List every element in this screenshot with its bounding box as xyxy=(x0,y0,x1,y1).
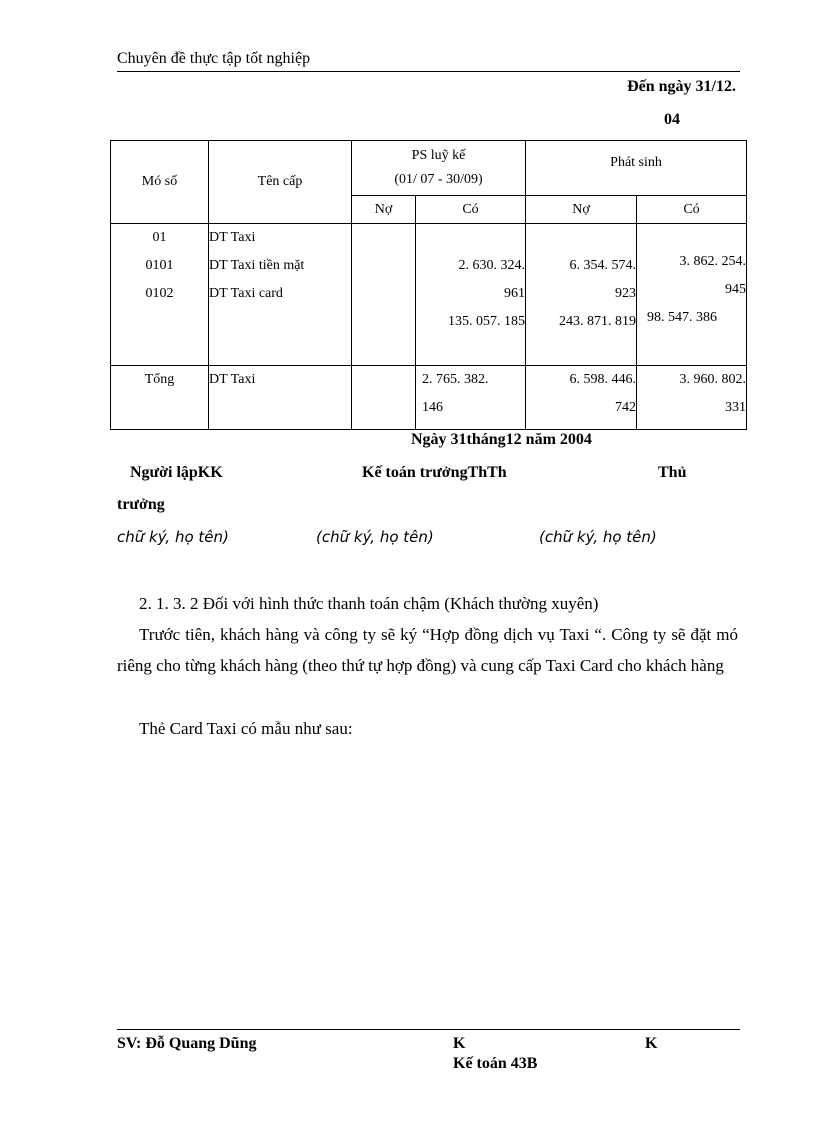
col-header-ma-so: Mó số xyxy=(111,141,209,224)
ps-co-cell xyxy=(637,224,747,366)
value-line: 243. 871. 819 xyxy=(559,314,637,329)
subheader-co-1: Có xyxy=(416,196,526,224)
col-header-ps-luy-ke xyxy=(352,141,526,196)
value-line: 146 xyxy=(422,400,443,415)
value-line: 6. 598. 446. xyxy=(569,372,637,387)
value-line: 742 xyxy=(615,400,637,415)
value-line: 945 xyxy=(725,282,747,297)
value-line: 3. 960. 802. xyxy=(679,372,747,387)
col-header-ten-cap: Tên cấp xyxy=(209,141,352,224)
section-heading: 2. 1. 3. 2 Đối với hình thức thanh toán chậm (Khách thường xuyên) xyxy=(139,594,599,613)
header-rule xyxy=(117,71,740,72)
row-name: DT Taxi card xyxy=(209,286,283,301)
value-line: 331 xyxy=(725,400,747,415)
value-line: 3. 862. 254. xyxy=(679,254,747,269)
total-label: Tổng xyxy=(144,372,175,387)
luyke-co-cell xyxy=(416,224,526,366)
value-line: 2. 765. 382. xyxy=(422,372,489,387)
ps-no-cell xyxy=(526,224,637,366)
value-line: 98. 547. 386 xyxy=(647,310,718,325)
subheader-no-2: Nợ xyxy=(526,196,637,224)
value-line: 135. 057. 185 xyxy=(448,314,526,329)
revenue-table xyxy=(110,140,747,430)
value-line: 2. 630. 324. xyxy=(458,258,526,273)
footer-student: SV: Đỗ Quang Dũng xyxy=(117,1035,257,1052)
body-paragraph-1: Trước tiên, khách hàng và công ty sẽ ký “Hợp đồng dịch vụ Taxi “. Công ty sẽ đặt mó riêng cho từng khách hàng (theo thứ tự hợp đồng) và cung cấp Taxi Card cho khách hàng xyxy=(117,625,738,675)
total-name-cell xyxy=(209,366,352,430)
footer-class: Kế toán 43B xyxy=(453,1055,538,1072)
ps-luy-ke-period: (01/ 07 - 30/09) xyxy=(394,172,483,187)
signature-chief-accountant: Kế toán trưởngThTh xyxy=(362,464,507,481)
total-ps-no-cell xyxy=(526,366,637,430)
footer-k1: K xyxy=(453,1035,466,1052)
row-codes-cell xyxy=(111,224,209,366)
signature-sub-3: (chữ ký, họ tên) xyxy=(539,528,657,546)
total-label-cell xyxy=(111,366,209,430)
subheader-no-1: Nợ xyxy=(352,196,416,224)
total-name: DT Taxi xyxy=(209,372,256,387)
signature-sub-1: chữ ký, họ tên) xyxy=(117,528,229,546)
signature-head-part2: trưởng xyxy=(117,496,165,513)
document-header-title: Chuyên đề thực tập tốt nghiệp xyxy=(117,50,311,67)
row-names-cell xyxy=(209,224,352,366)
value-line: 923 xyxy=(615,286,637,301)
footer-rule xyxy=(117,1029,740,1030)
body-paragraph-2: Thẻ Card Taxi có mẫu như sau: xyxy=(139,719,353,738)
value-line: 961 xyxy=(504,286,526,301)
col-header-phat-sinh: Phát sinh xyxy=(526,141,747,196)
total-ps-co-cell xyxy=(637,366,747,430)
row-code: 0102 xyxy=(145,286,174,301)
subheader-co-2: Có xyxy=(637,196,747,224)
row-code: 01 xyxy=(152,230,167,245)
signature-sub-2: (chữ ký, họ tên) xyxy=(316,528,434,546)
total-luyke-co-cell xyxy=(416,366,526,430)
signature-preparer: Người lậpKK xyxy=(130,464,223,481)
row-code: 0101 xyxy=(145,258,174,273)
footer-k2: K xyxy=(645,1035,658,1052)
row-name: DT Taxi tiền mặt xyxy=(209,258,305,273)
report-date-line2: 04 xyxy=(664,111,680,128)
signature-head-part1: Thủ xyxy=(658,464,687,481)
ps-luy-ke-label: PS luỹ kế xyxy=(411,148,466,163)
signature-date: Ngày 31tháng12 năm 2004 xyxy=(411,431,592,448)
row-name: DT Taxi xyxy=(209,230,256,245)
value-line: 6. 354. 574. xyxy=(569,258,637,273)
total-luyke-no-cell xyxy=(352,366,416,430)
luyke-no-cell xyxy=(352,224,416,366)
report-date-line1: Đến ngày 31/12. xyxy=(627,78,736,95)
